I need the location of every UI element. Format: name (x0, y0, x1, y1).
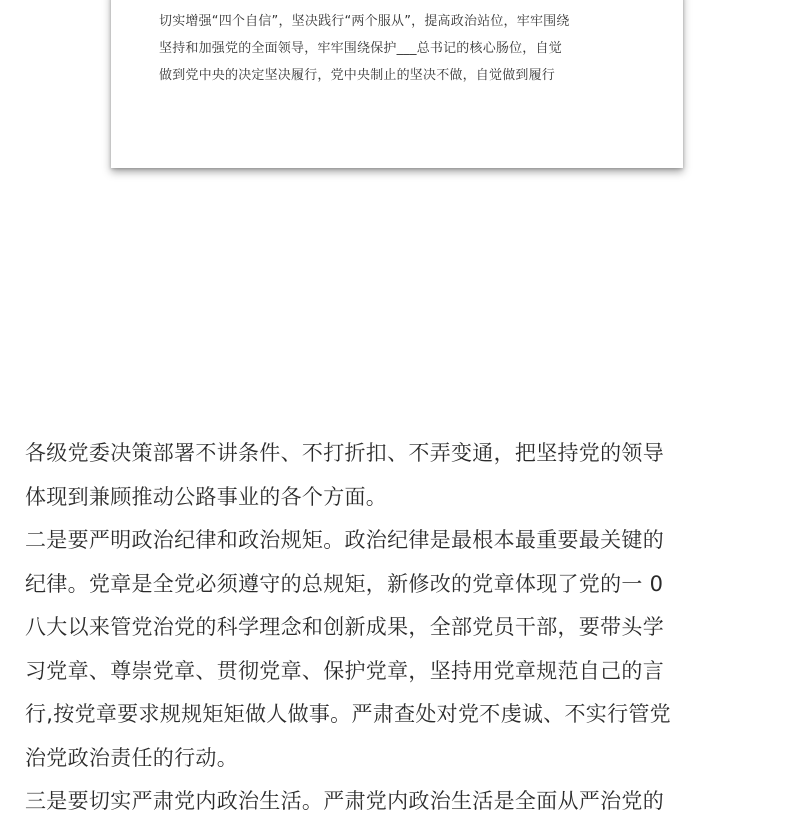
body-line: 习党章、尊崇党章、贯彻党章、保护党章，坚持用党章规范自己的言 (25, 658, 664, 683)
body-line: 三是要切实严肃党内政治生活。严肃党内政治生活是全面从严治党的 (25, 789, 664, 813)
body-line: 体现到兼顾推动公路事业的各个方面。 (25, 484, 388, 509)
body-line: 治党政治责任的行动。 (25, 745, 238, 770)
body-line: 二是要严明政治纪律和政治规矩。政治纪律是最根本最重要最关键的 (25, 528, 664, 552)
document-page-preview (111, 0, 683, 168)
preview-line: 切实增强“四个自信”，坚决践行“两个服从”，提高政治站位，牢牢围绕 (159, 14, 570, 29)
preview-line: 做到党中央的决定坚决履行，党中央制止的坚决不做，自觉做到履行 (159, 68, 556, 83)
body-line: 各级党委决策部署不讲条件、不打折扣、不弄变通，把坚持党的领导 (25, 441, 664, 465)
preview-paragraph (159, 8, 599, 89)
body-line: 纪律。党章是全党必须遵守的总规矩，新修改的党章体现了党的一 0 (25, 571, 664, 596)
body-line: 行,按党章要求规规矩矩做人做事。严肃查处对党不虔诚、不实行管党 (25, 702, 671, 726)
body-paragraph (25, 432, 705, 824)
body-line: 八大以来管党治党的科学理念和创新成果，全部党员干部，要带头学 (25, 615, 664, 639)
preview-line: 坚持和加强党的全面领导，牢牢围绕保护___总书记的核心肠位，自觉 (159, 41, 562, 56)
